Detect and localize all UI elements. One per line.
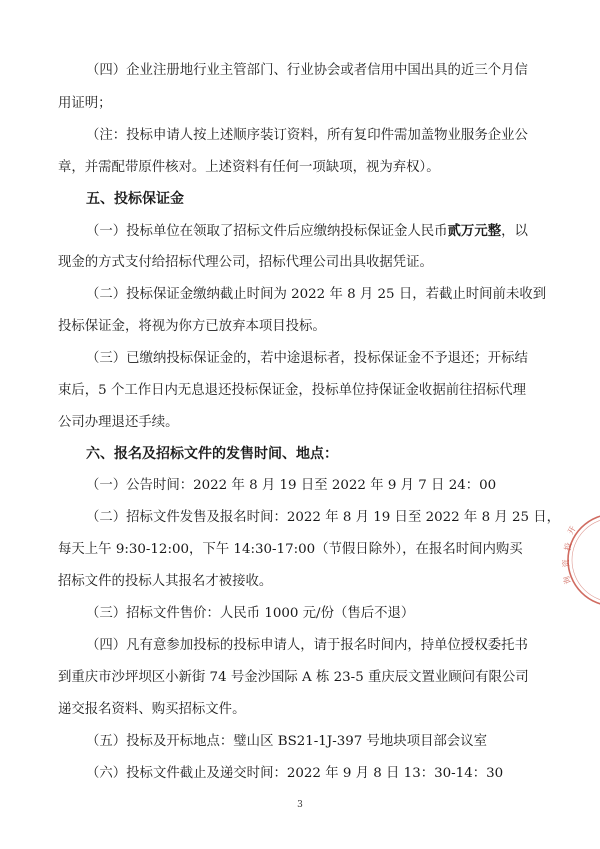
paragraph-line [86, 222, 528, 241]
paragraph-line: 每天上午 9:30-12:00，下午 14:30-17:00（节假日除外），在报名时间内购买 [58, 542, 523, 557]
svg-text:资: 资 [561, 558, 571, 568]
paragraph-line: （四）企业注册地行业主管部门、行业协会或者信用中国出具的近三个月信 [86, 63, 528, 78]
svg-text:开: 开 [565, 524, 578, 536]
text-span: （一）投标单位在领取了招标文件后应缴纳投标保证金人民币 [86, 224, 448, 239]
paragraph-line: 用证明； [58, 96, 112, 111]
paragraph-line: 到重庆市沙坪坝区小新街 74 号金沙国际 A 栋 23-5 重庆辰文置业顾问有限公司 [58, 670, 529, 685]
paragraph-line: 投标保证金，将视为你方已放弃本项目投标。 [58, 319, 326, 334]
note-line: （注：投标申请人按上述顺序装订资料，所有复印件需加盖物业服务企业公 [86, 128, 528, 143]
paragraph-line: （四）凡有意参加投标的投标申请人，请于报名时间内，持单位授权委托书 [86, 638, 528, 653]
paragraph-line: （二）投标保证金缴纳截止时间为 2022 年 8 月 25 日，若截止时间前未收到 [86, 287, 547, 302]
note-line: 章，并需配带原件核对。上述资料有任何一项缺项，视为弃权）。 [58, 160, 440, 175]
svg-text:询: 询 [561, 574, 573, 586]
paragraph-line: （三）招标文件售价：人民币 1000 元/份（售后不退） [86, 606, 415, 621]
paragraph-line: （五）投标及开标地点：璧山区 BS21-1J-397 号地块项目部会议室 [86, 734, 488, 749]
paragraph-line: 现金的方式支付给招标代理公司，招标代理公司出具收据凭证。 [58, 255, 433, 270]
paragraph-line: （二）招标文件发售及报名时间：2022 年 8 月 19 日至 2022 年 8 月 25 日， [86, 510, 561, 525]
paragraph-line: （一）公告时间：2022 年 8 月 19 日至 2022 年 9 月 7 日 24：00 [86, 478, 497, 493]
text-span: ，以 [501, 224, 528, 239]
section-heading: 六、报名及招标文件的发售时间、地点： [86, 446, 338, 462]
paragraph-line: 递交报名资料、购买招标文件。 [58, 702, 246, 717]
svg-text:投: 投 [563, 541, 574, 552]
emphasis-amount: 贰万元整 [447, 223, 502, 239]
paragraph-line: （六）投标文件截止及递交时间：2022 年 9 月 8 日 13：30-14：30 [86, 766, 504, 781]
seal-stamp-icon [561, 505, 600, 615]
paragraph-line: （三）已缴纳投标保证金的，若中途退标者，投标保证金不予退还；开标结 [86, 351, 528, 366]
paragraph-line: 招标文件的投标人其报名才被接收。 [58, 574, 273, 589]
section-heading: 五、投标保证金 [86, 191, 184, 207]
paragraph-line: 公司办理退还手续。 [58, 415, 179, 430]
paragraph-line: 束后，5 个工作日内无息退还投标保证金，投标单位持保证金收据前往招标代理 [58, 383, 527, 398]
page-number: 3 [297, 800, 303, 810]
